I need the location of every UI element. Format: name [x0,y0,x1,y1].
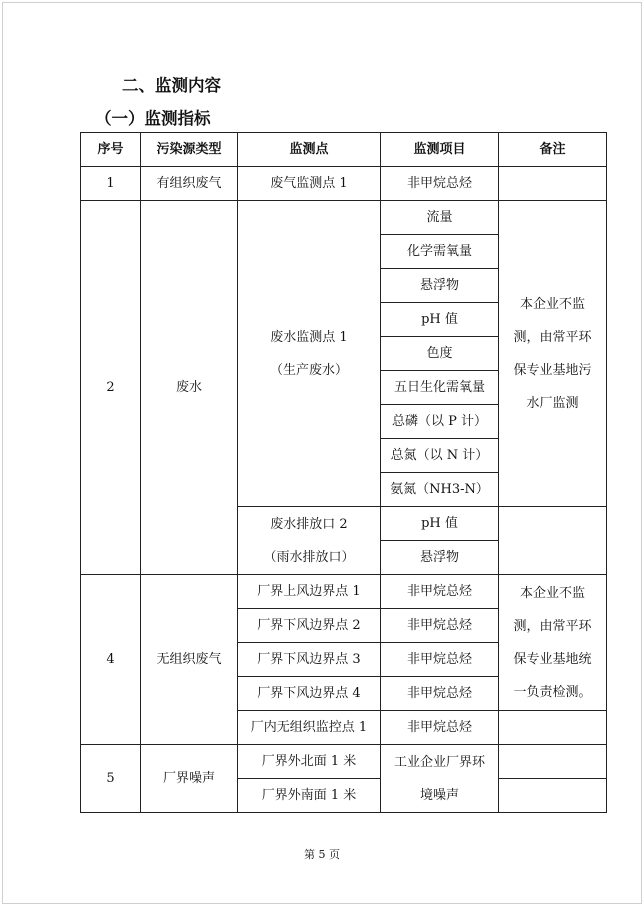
cell-monitoring-point [238,201,381,507]
note-line: 本企业不监 [519,585,585,601]
cell-monitoring-item: 总磷（以 P 计） [381,405,499,439]
note-line: 本企业不监 [519,296,585,312]
cell-monitoring-item: 悬浮物 [381,269,499,303]
cell-monitoring-item: 五日生化需氧量 [381,371,499,405]
cell-monitoring-item: 非甲烷总烃 [381,643,499,677]
cell-monitoring-point: 厂界下风边界点 4 [238,677,381,711]
point-line: 废水监测点 1 [270,329,348,345]
point-line: （生产废水） [269,362,348,378]
cell-remarks [499,779,607,813]
table-row [81,575,607,609]
note-line: 测，由常平环 [513,329,592,345]
header-remarks: 备注 [499,133,607,167]
header-source-type: 污染源类型 [141,133,238,167]
cell-monitoring-item: 色度 [381,337,499,371]
cell-monitoring-item: 氨氮（NH3-N） [381,473,499,507]
cell-monitoring-point: 厂界下风边界点 2 [238,609,381,643]
cell-monitoring-item: 非甲烷总烃 [381,677,499,711]
monitoring-table [80,132,607,813]
page-number: 第 5 页 [304,848,340,861]
header-monitoring-point: 监测点 [238,133,381,167]
cell-remarks [499,711,607,745]
cell-monitoring-point: 厂界外北面 1 米 [238,745,381,779]
table-row [81,201,607,235]
cell-remarks [499,507,607,575]
cell-monitoring-item: pH 值 [381,303,499,337]
cell-no: 1 [81,167,141,201]
cell-remarks [499,575,607,711]
note-line: 保专业基地污 [513,362,592,378]
note-line: 水厂监测 [526,395,579,411]
cell-monitoring-item: 非甲烷总烃 [381,711,499,745]
cell-source-type: 厂界噪声 [141,745,238,813]
cell-monitoring-point: 废气监测点 1 [238,167,381,201]
cell-monitoring-point: 厂界外南面 1 米 [238,779,381,813]
item-line: 境噪声 [419,787,459,803]
cell-monitoring-point [238,507,381,575]
header-monitoring-item: 监测项目 [381,133,499,167]
note-line: 一负责检测。 [513,684,592,700]
cell-monitoring-item: 总氮（以 N 计） [381,439,499,473]
cell-source-type: 无组织废气 [141,575,238,745]
cell-monitoring-item: pH 值 [381,507,499,541]
note-line: 保专业基地统 [513,651,592,667]
cell-source-type: 有组织废气 [141,167,238,201]
cell-monitoring-item [381,745,499,813]
cell-remarks [499,745,607,779]
cell-monitoring-item: 悬浮物 [381,541,499,575]
cell-monitoring-item: 非甲烷总烃 [381,167,499,201]
table-header-row [81,133,607,167]
cell-no: 2 [81,201,141,575]
cell-monitoring-point: 厂内无组织监控点 1 [238,711,381,745]
table-row [81,167,607,201]
point-line: （雨水排放口） [263,549,355,565]
cell-monitoring-item: 非甲烷总烃 [381,575,499,609]
item-line: 工业企业厂界环 [393,754,485,770]
point-line: 废水排放口 2 [270,516,348,532]
cell-no: 5 [81,745,141,813]
header-no: 序号 [81,133,141,167]
cell-remarks [499,167,607,201]
cell-monitoring-item: 流量 [381,201,499,235]
note-line: 测，由常平环 [513,618,592,634]
cell-monitoring-item: 非甲烷总烃 [381,609,499,643]
table-row [81,745,607,779]
cell-monitoring-item: 化学需氧量 [381,235,499,269]
cell-no: 4 [81,575,141,745]
cell-monitoring-point: 厂界上风边界点 1 [238,575,381,609]
cell-source-type: 废水 [141,201,238,575]
cell-remarks [499,201,607,507]
subsection-heading: （一）监测指标 [95,109,211,128]
section-heading: 二、监测内容 [122,76,221,95]
cell-monitoring-point: 厂界下风边界点 3 [238,643,381,677]
